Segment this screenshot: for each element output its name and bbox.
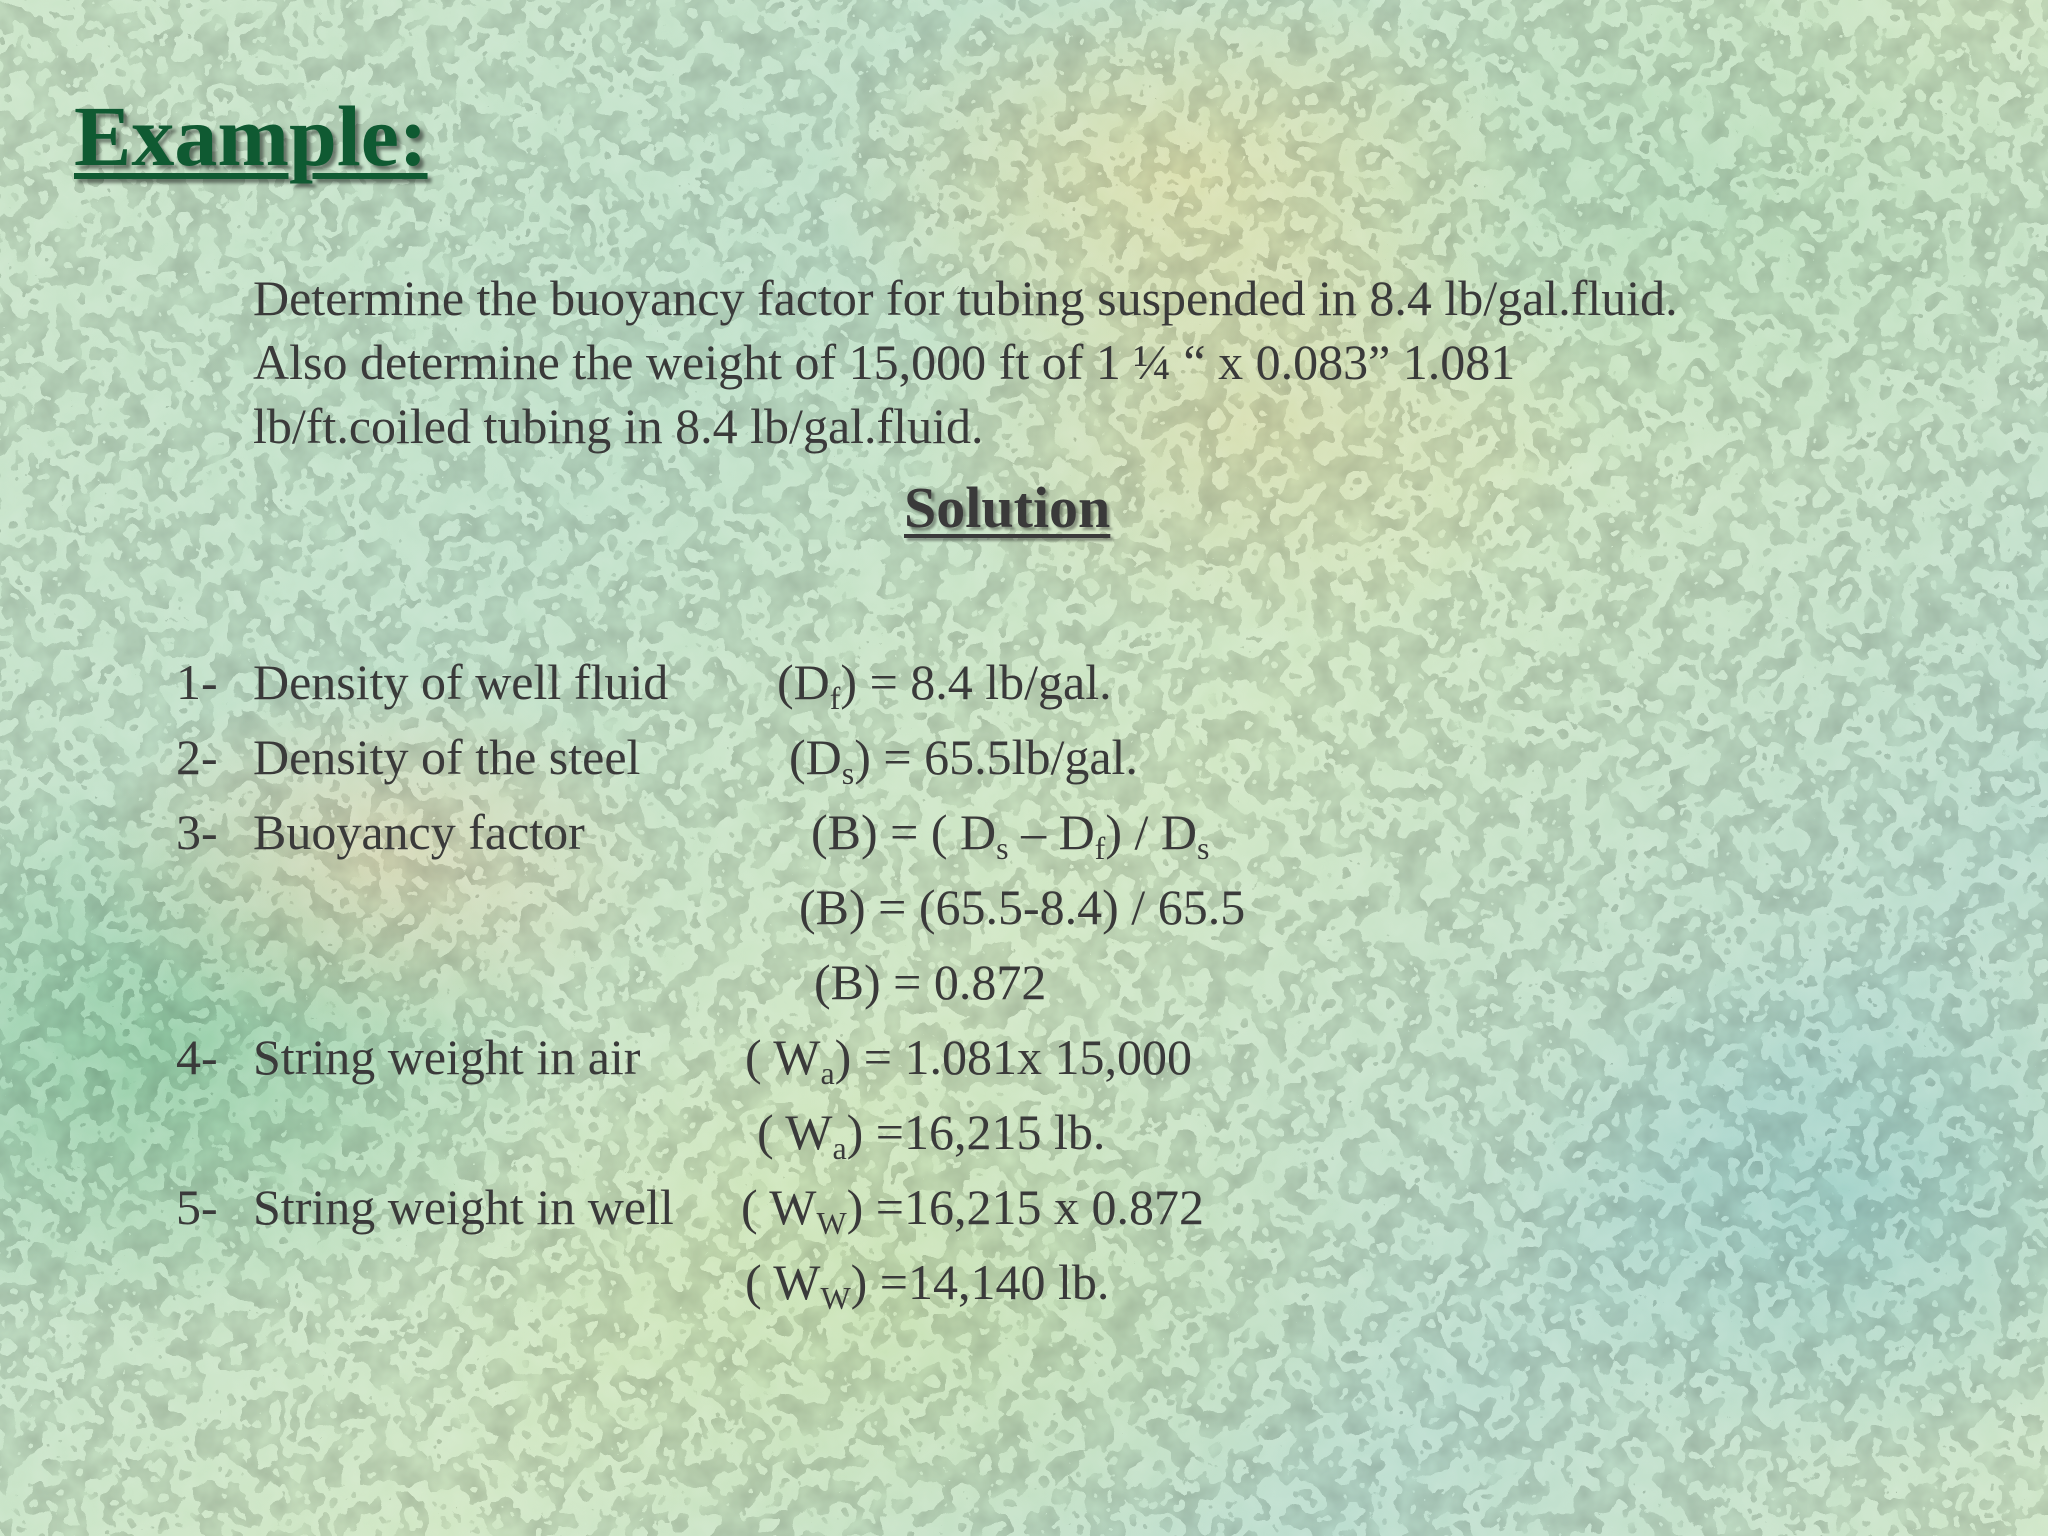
- solution-heading: Solution: [904, 475, 1111, 540]
- step-equation: $(D_f) = 8.4$ lb/gal.: [777, 654, 1112, 716]
- step-equation: ( $W_W) =16,215$ x 0.872: [741, 1179, 1205, 1241]
- step-label: Buoyancy factor: [253, 804, 585, 860]
- step-label: String weight in well: [253, 1179, 674, 1235]
- step-number: 3-: [176, 804, 218, 860]
- problem-line: Determine the buoyancy factor for tubing suspended in 8.4 lb/gal.fluid.: [253, 270, 1678, 326]
- slide-title: Example:: [74, 88, 428, 184]
- step-label: Density of the steel: [253, 729, 641, 785]
- step-number: 5-: [176, 1179, 218, 1235]
- step-label: String weight in air: [253, 1029, 641, 1085]
- problem-statement: [253, 266, 1973, 458]
- step-label: Density of well fluid: [253, 654, 669, 710]
- step-number: 2-: [176, 729, 218, 785]
- step-number: 1-: [176, 654, 218, 710]
- step-equation: (B) = ( $D_s - D_f) / D_s$: [811, 804, 1210, 866]
- step-equation: ( $W_a) = 1.081x$ 15,000: [745, 1029, 1193, 1091]
- step-number: 4-: [176, 1029, 218, 1085]
- problem-line: Also determine the weight of 15,000 ft of 1 ¼ “ x 0.083” 1.081: [253, 334, 1516, 390]
- step-equation: ( $W_W) =14,140$ lb.: [745, 1254, 1110, 1316]
- step-equation: (B) = 0.872: [814, 954, 1047, 1010]
- step-equation: $(D_s) = 65.5lb/gal$.: [789, 729, 1138, 791]
- problem-line: lb/ft.coiled tubing in 8.4 lb/gal.fluid.: [253, 398, 984, 454]
- step-equation: (B) = (65.5-8.4) / 65.5: [799, 879, 1246, 935]
- step-equation: ( $W_a) =16,215$ lb.: [757, 1104, 1106, 1166]
